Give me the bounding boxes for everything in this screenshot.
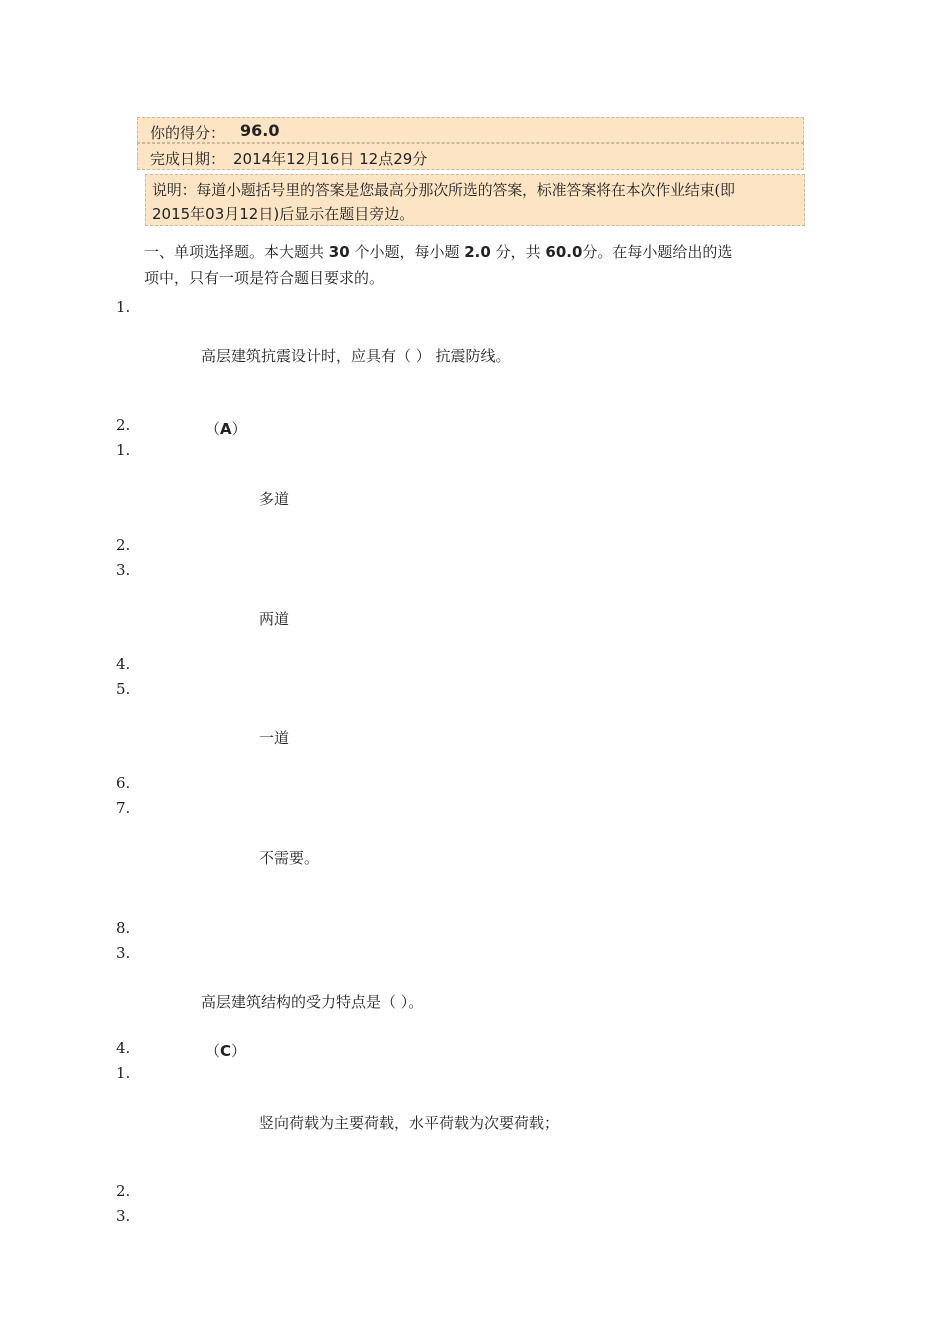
list-number: 3.: [116, 1207, 131, 1225]
list-number: 4.: [116, 1039, 131, 1057]
note-box: [145, 174, 805, 226]
answer-letter: C: [220, 1042, 232, 1060]
score-value: 96.0: [240, 121, 280, 140]
section-line-2: 项中，只有一项是符合题目要求的。: [144, 269, 385, 287]
date-value: 2014年12月16日 12点29分: [233, 150, 428, 168]
section-text-3: 分，共: [495, 243, 541, 261]
section-heading: [144, 241, 732, 262]
list-number: 1.: [116, 441, 131, 459]
score-box: [137, 117, 804, 143]
list-number: 2.: [116, 416, 131, 434]
section-count: 30: [328, 243, 350, 261]
paren-close: ）: [231, 420, 247, 438]
list-number: 4.: [116, 655, 131, 673]
answer-letter: A: [220, 420, 232, 438]
question-1-text: 高层建筑抗震设计时，应具有（ ） 抗震防线。: [201, 347, 511, 365]
question-2-option: 竖向荷载为主要荷载，水平荷载为次要荷载；: [259, 1114, 560, 1132]
paren-close: ）: [231, 1042, 247, 1060]
list-number: 1.: [116, 298, 131, 316]
list-number: 8.: [116, 919, 131, 937]
question-1-option: 多道: [259, 490, 290, 508]
date-box: [137, 143, 804, 170]
section-text-2: 个小题，每小题: [354, 243, 460, 261]
list-number: 1.: [116, 1064, 131, 1082]
section-text-1: 一、单项选择题。本大题共: [144, 243, 325, 261]
list-number: 6.: [116, 774, 131, 792]
section-total: 60.0: [545, 243, 583, 261]
question-2-text: 高层建筑结构的受力特点是（ ）。: [201, 993, 424, 1011]
list-number: 5.: [116, 680, 131, 698]
paren-open: （: [205, 1042, 221, 1060]
note-line-2: 2015年03月12日)后显示在题目旁边。: [152, 205, 415, 223]
list-number: 2.: [116, 536, 131, 554]
list-number: 3.: [116, 561, 131, 579]
list-number: 2.: [116, 1182, 131, 1200]
section-text-4: 分。在每小题给出的选: [582, 243, 733, 261]
score-label: 你的得分：: [150, 124, 226, 142]
question-1-option: 两道: [259, 610, 290, 628]
question-2-answer: [205, 1040, 246, 1061]
list-number: 7.: [116, 799, 131, 817]
question-1-answer: [205, 418, 247, 439]
list-number: 3.: [116, 944, 131, 962]
note-line-1: 说明：每道小题括号里的答案是您最高分那次所选的答案，标准答案将在本次作业结束(即: [152, 181, 735, 199]
date-label: 完成日期：: [150, 150, 226, 168]
question-1-option: 不需要。: [259, 849, 320, 867]
question-1-option: 一道: [259, 729, 290, 747]
paren-open: （: [205, 420, 221, 438]
section-each: 2.0: [464, 243, 491, 261]
